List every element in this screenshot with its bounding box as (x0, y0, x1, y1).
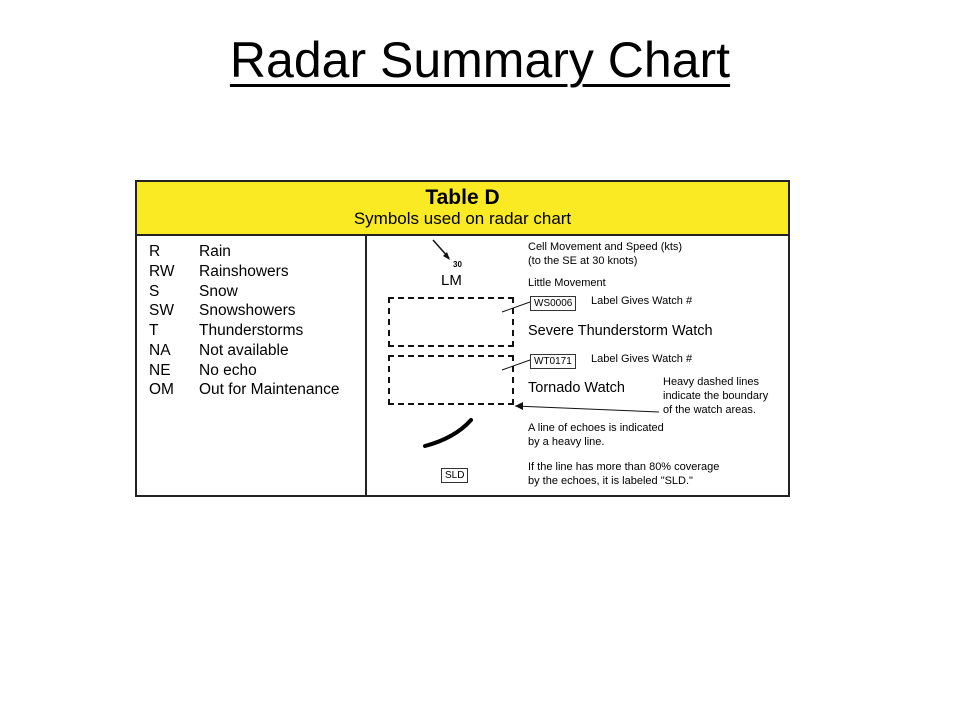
tornado-watch-dashed-box (388, 355, 514, 405)
legend-abbr: RW (149, 263, 175, 280)
legend-abbr: NE (149, 362, 171, 379)
table-title: Table D (425, 186, 500, 209)
dash-leader-arrowhead (515, 402, 523, 410)
lm-symbol: LM (441, 272, 462, 289)
legend-desc: Out for Maintenance (199, 381, 340, 398)
legend-abbr: OM (149, 381, 174, 398)
legend-desc: Thunderstorms (199, 322, 304, 339)
legend-abbr: SW (149, 302, 174, 319)
dash-note-3: of the watch areas. (663, 404, 756, 416)
slide-title (0, 28, 960, 92)
table-d (135, 180, 790, 497)
cell-note-2: (to the SE at 30 knots) (528, 255, 638, 267)
legend-desc: Rain (199, 243, 231, 260)
wt-label-note: Label Gives Watch # (591, 353, 693, 365)
legend-desc: No echo (199, 362, 257, 379)
legend-desc: Not available (199, 342, 289, 359)
line-note-2: by a heavy line. (528, 436, 605, 448)
legend-abbr: NA (149, 342, 171, 359)
sld-note-2: by the echoes, it is labeled "SLD." (528, 475, 693, 487)
tornado-watch-title: Tornado Watch (528, 380, 625, 396)
legend-abbr: S (149, 283, 160, 300)
ws-label-note: Label Gives Watch # (591, 295, 693, 307)
table-subtitle: Symbols used on radar chart (353, 209, 572, 228)
sld-note-1: If the line has more than 80% coverage (528, 461, 720, 473)
ws-label-box: WS0006 (530, 296, 576, 311)
legend-desc: Snow (199, 283, 238, 300)
slide-title-text: Radar Summary Chart (229, 32, 731, 88)
line-note-1: A line of echoes is indicated (528, 422, 664, 434)
severe-watch-title: Severe Thunderstorm Watch (528, 323, 713, 339)
lm-note: Little Movement (528, 277, 606, 289)
legend-desc: Rainshowers (199, 263, 289, 280)
dash-note-1: Heavy dashed lines (663, 376, 760, 388)
dash-note-2: indicate the boundary (663, 390, 769, 402)
legend-abbr: T (149, 322, 159, 339)
echo-line-symbol (425, 420, 471, 446)
sld-label-box: SLD (441, 468, 468, 483)
legend-abbr: R (149, 243, 161, 260)
dash-leader-line (515, 406, 659, 412)
cell-note-1: Cell Movement and Speed (kts) (528, 241, 683, 253)
legend-desc: Snowshowers (199, 302, 296, 319)
cell-speed-label: 30 (453, 260, 462, 269)
severe-watch-dashed-box (388, 297, 514, 347)
wt-label-box: WT0171 (530, 354, 576, 369)
